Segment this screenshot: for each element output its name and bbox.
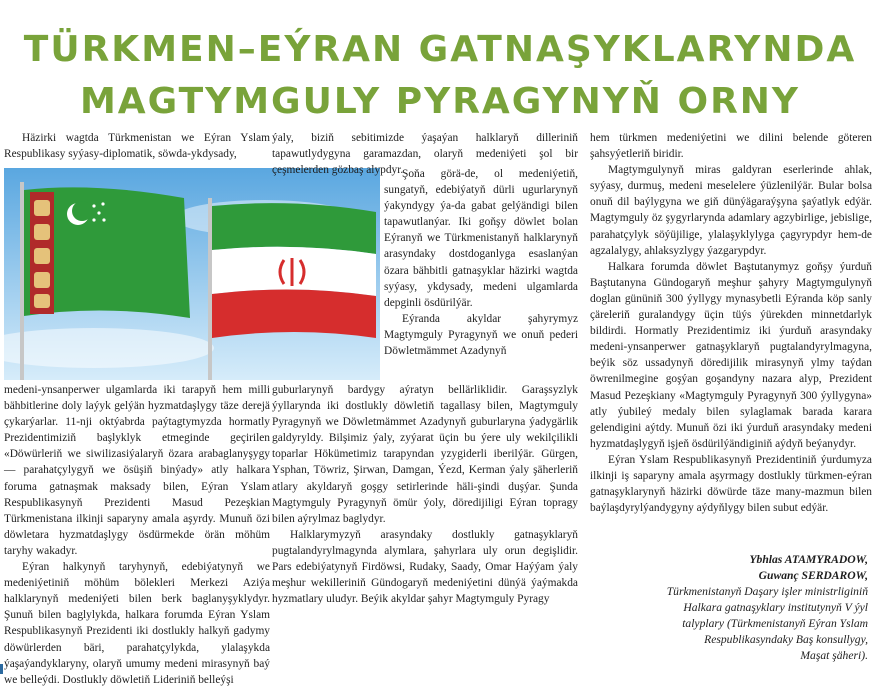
column-2-middle <box>384 166 578 380</box>
paragraph: Häzirki wagtda Türkmenistan we Eýran Yslam Respublikasy syýasy-diplomatik, söwda-ykdysady, <box>4 132 270 161</box>
paragraph: Halklarymyzyň arasyndaky dostlukly gatnaşyklaryň pugtalandyrylmagynda alymlara, şahyrlara uly orun degişlidir. Pars edebiýatynyň Firdöwsi, Rudaky, Saady, Omar Haýýam ýaly meşhur wekilleriniň Gündogaryň medeniýetini dünýä ýaýmakda hyzmatlary uludyr. Beýik akyldar şahyr Magtymguly Pyragy <box>272 528 578 606</box>
affiliation-line: Halkara gatnaşyklary institutynyň V ýyl <box>683 601 868 614</box>
author-name: Guwanç SERDAROW, <box>758 569 868 582</box>
paragraph: hem türkmen medeniýetini we dilini belende göteren şahsyýetleriň biridir. <box>590 132 872 161</box>
paragraph: medeni-ynsanperwer ulgamlarda iki tarapyň hem milli bähbitlerine doly laýyk gelýän hyzmatdaşlygy täze derejä çykarýarlar. 11-nji oktýabrda paýtagtymyzda hormatly Prezidentimiziň başlyklyk etmeginde geçirilen «Döwürleriň we siwilizasiýalaryň özara arabaglanyşygy — parahatçylygyň we ösüşiň binýady» atly halkara foruma gatnaşmak maksady bilen, Eýran Yslam Respublikasynyň Prezidenti Masud Pezeşkian Türkmenistana ilkinji saparyny amala aşyrdy. Munuň özi döwletara hyzmatdaşlygy ösdürmekde örän möhüm taryhy wakadyr. <box>4 384 270 557</box>
affiliation-line: Maşat şäheri). <box>800 649 868 662</box>
affiliation-line: talyplary (Türkmenistanyň Eýran Yslam <box>682 617 868 630</box>
paragraph: guburlarynyň bardygy aýratyn bellärliklidir. Garaşsyzlyk ýyllarynda iki dostlukly döwletiň tagallasy bilen, Magtymguly Pyragynyň we Döwletmämmet Azadynyň guburlaryna ýadygärlik galdyryldy. Bilşimiz ýaly, zyýarat üçin bu ýere uly wekilçilikli toparlar Hökümetimiz tarapyndan yzygiderli iberilýär. Gürgen, Ysphan, Töwriz, Şirwan, Damgan, Ýezd, Kerman ýaly şäherleriň atlary akyldaryň goşgy setirlerinde häli-şindi duşýar. Şunda Magtymguly Pyragynyň ömür ýoly, döredijiligi Eýran topragy bilen aýrylmaz baglydyr. <box>272 384 578 525</box>
paragraph: Halkara forumda döwlet Baştutanymyz goňşy ýurduň Baştutanyna Gündogaryň meşhur şahyry Magtymgulynyň doglan gününiň 300 ýyllygy mynasybetli Eýranda köp sanly çäreleriň guralandygy üçin tüýs ýürekden minnetdarlyk bildirdi. Hormatly Prezidentimiz iki ýurduň arasyndaky medeni-ynsanperwer gatnaşyklaryň pugtalandyrylmagyna, beýik söz ussadynyň döredijilik mirasynyň ylmy taýdan öwrenilmegine goşýan goşandyny nazara alyp, Prezident Masud Pezeşkiany «Magtymguly Pyragynyň 300 ýyllygyna» atly ýubileý medaly bilen sylaglamak barada karara gelendigini aýtdy. Munuň özi iki ýurduň arasyndaky medeni hyzmatdaşlygyň işjeň ösdürilýändiginiň aýdyň beýanydyr. <box>590 260 872 450</box>
affiliation-line: Respublikasyndaky Baş konsullygy, <box>704 633 868 646</box>
column-1-top <box>4 130 270 166</box>
paragraph: Eýran halkynyň taryhynyň, edebiýatynyň we medeniýetiniň möhüm bölekleri Merkezi Aziýa halklarynyň medeniýeti bilen berk baglanyşyklydyr. Şunuň bilen baglylykda, halkara forumda Eýran Yslam Respublikasynyň Prezidenti iki dostlukly halkyň gadymy döwürlerden bäri, parahatçylykda, ylalaşykda ýaşaýandyklaryny, olaryň umumy medeni mirasynyň baý we belleýdi. Dostlukly döwletiň Lideriniň belleýşi <box>4 561 270 686</box>
page-edge-marker <box>0 664 3 674</box>
paragraph: Eýran Yslam Respublikasynyň Prezidentiniň ýurdumyza ilkinji iş saparyny amala aşyrmagy dostlukly türkmen-eýran gatnaşyklarynyň häzirki döwürde täze many-mazmun bilen baýlaşdyrylýandygyny aýdyňlygy bilen subut edýär. <box>590 453 872 515</box>
paragraph: ýaly, biziň sebitimizde ýaşaýan halklaryň dilleriniň tapawutlydygyna garamazdan, olaryň medeniýeti şol bir çeşmelerden gözbaş alypdyr. <box>272 132 578 177</box>
flags-photo <box>4 168 380 380</box>
affiliation-line: Türkmenistanyň Daşary işler ministrliginiň <box>666 585 868 598</box>
column-2-top <box>272 130 578 177</box>
paragraph: Magtymgulynyň miras galdyran eserlerinde ahlak, syýasy, durmuş, medeni meselelere ýüzlenilýär. Bular bolsa onuň dil baýlygyna we giň dünýägaraýşyna şaýatlyk edýär. Magtymguly öz şygyrlarynda adamlary agzybirlige, jebislige, parahatçylyk söýüjilige, ylalaşyklylyga çagyrypdyr hem-de agzalalygy, ahlaksyzlygy ýazgarypdyr. <box>590 164 872 257</box>
headline-line-1: TÜRKMEN–EÝRAN GATNAŞYKLARYNDA <box>23 29 857 70</box>
headline-line-2: MAGTYMGULY PYRAGYNYŇ ORNY <box>79 81 800 122</box>
column-1-bottom <box>4 382 270 686</box>
author-name: Ybhlas ATAMYRADOW, <box>749 553 868 566</box>
column-3 <box>590 130 872 550</box>
column-2-bottom <box>272 382 578 664</box>
paragraph: Şoňa görä-de, ol medeniýetiň, sungatyň, edebiýatyň dürli ugurlarynyň ýakyndygy ýa-da gabat gelýändigi bilen tapawutlanýar. Iki goňşy döwlet bolan Eýranyň we Türkmenistanyň halklarynyň arasyndaky dostdoganlyga esaslanýan özara bähbitli gatnaşyklar häzirki wagtda syýasy, ykdysady, medeni ulgamlarda depginli ösdürilýär. <box>384 168 578 309</box>
author-signature <box>586 552 868 664</box>
paragraph: Eýranda akyldar şahyrymyz Magtymguly Pyragynyň we onuň pederi Döwletmämmet Azadynyň <box>384 312 578 358</box>
